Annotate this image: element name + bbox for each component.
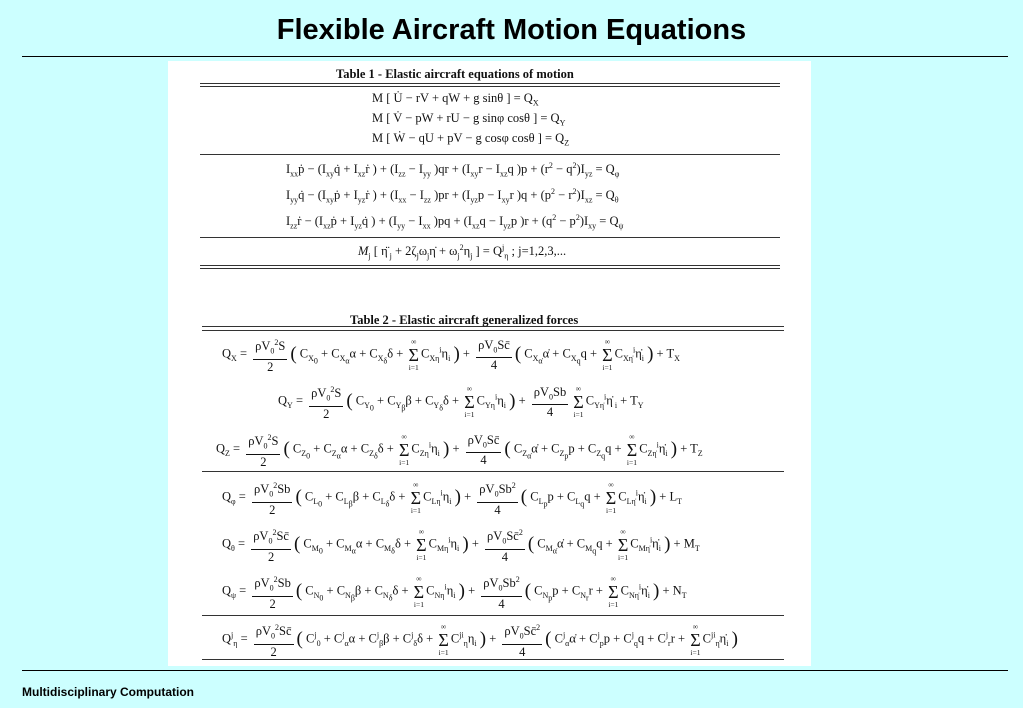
table2-eq-qphi: $Q_\varphi$ = $\frac{\rho V_0^2Sb}{2}$ ( $C_{L_0} + C_{L_\beta}\beta + C_{L_\delta}\delta$ + ∞ Σ i=1 $C_{L\eta}^i\eta_i$ ) + $\frac{\rho V_0Sb^2}{4}$ ( $C_{L_p}p + C_{L_q}q$ + ∞ Σ i=1 $C_{L\etȧ}^i\etȧ_i$ ) + $L_T$ — [222, 479, 682, 517]
table1-mid-rule-2 — [200, 237, 780, 238]
slide-title: Flexible Aircraft Motion Equations — [276, 14, 747, 46]
table2-eq-qy: $Q_Y$ = $\frac{\rho V_0^2S}{2}$ ( $C_{Y_0} + C_{Y_\beta}\beta + C_{Y_\delta}\delta$ + ∞ Σ i=1 $C_{Y\eta}^i\eta_i$ ) + $\frac{\rho V_0Sb}{4}$ ∞ Σ i=1 $C_{Y\etȧ}^i\etȧ$ $_i + T_Y$ — [278, 383, 644, 421]
table2-eq-qx: $Q_X$ = $\frac{\rho V_0^2S}{2}$ ( $C_{X_0} + C_{X_\alpha}\alpha + C_{X_\delta}\delta$ + ∞ Σ i=1 $C_{X\eta}^i\eta_i$ ) + $\frac{\rho V_0Sc̄}{4}$ ( $C_{X_{\alphȧ}}\alphȧ + C_{X_q}q$ + ∞ Σ i=1 $C_{X\etȧ}^i\etȧ_i$ ) + $T_X$ — [222, 336, 680, 374]
table2-eq-qpsi: $Q_\psi$ = $\frac{\rho V_0^2Sb}{2}$ ( $C_{N_0} + C_{N_\beta}\beta + C_{N_\delta}\delta$ + ∞ Σ i=1 $C_{N\eta}^i\eta_i$ ) + $\frac{\rho V_0Sb^2}{4}$ ( $C_{N_p}p + C_{N_r}r$ + ∞ Σ i=1 $C_{N\etȧ}^i\etȧ_i$ ) + $N_T$ — [222, 573, 687, 611]
table1-eq-elastic-modes: $M_j$ [ η̈ $_j + 2\zeta_j\omega_j\etȧ + \omega_j^2\eta_j$ ] = $Q^j_\eta$ ; j=1,2,3,... — [358, 243, 567, 261]
table2-eq-qtheta: $Q_\theta$ = $\frac{\rho V_0^2Sc̄}{2}$ ( $C_{M_0} + C_{M_\alpha}\alpha + C_{M_\delta}\delta$ + ∞ Σ i=1 $C_{M\eta}^i\eta_i$ ) + $\frac{\rho V_0Sc̄^2}{4}$ ( $C_{M_{\alphȧ}}\alphȧ + C_{M_q}q$ + ∞ Σ i=1 $C_{M\etȧ}^i\etȧ_i$ ) + $M_T$ — [222, 526, 700, 564]
table1-top-rule-2 — [200, 86, 780, 87]
table1-bottom-rule-2 — [200, 268, 780, 269]
table1-eq-y-force: M [ V̇ − pW + rU − g sinφ cosθ ] = $Q_Y$ — [372, 111, 566, 128]
table2-mid-rule — [202, 471, 784, 472]
table2-caption: Table 2 - Elastic aircraft generalized forces — [350, 313, 579, 327]
table2-bottom-rule — [202, 659, 784, 660]
table1-bottom-rule — [200, 265, 780, 266]
table2-eq-qeta: $Q^j_\eta$ = $\frac{\rho V_0^2Sc̄}{2}$ ( $C^j_0 + C^j_\alpha\alpha + C^j_\beta\beta + C^j_\delta\delta$ + ∞ Σ i=1 $C^{ji}_\eta\eta_i$ ) + $\frac{\rho V_0Sc̄^2}{4}$ ( $C^j_{\alphȧ}\alphȧ + C^j_pp + C^j_qq + C^j_rr$ + ∞ Σ i=1 $C^{ji}_{\etȧ}\etȧ_i$ ) — [222, 621, 738, 659]
scanned-equations-image — [168, 61, 811, 666]
footer-text: Multidisciplinary Computation — [22, 685, 195, 699]
table1-eq-x-force: M [ U̇ − rV + qW + g sinθ ] = $Q_X$ — [372, 91, 539, 108]
table2-top-rule-2 — [202, 330, 784, 331]
table1-top-rule — [200, 83, 780, 84]
footer-divider — [22, 670, 1008, 671]
table2-mid-rule-2 — [202, 615, 784, 616]
table1-eq-yaw-moment: $I_{zz}ṙ$ − ($I_{xz}ṗ$ + $I_{yz}q̇$ ) + ($I_{yy} - I_{xx}$ )$pq + (I_{xz}q - I_{yz}p$ )$r + (q^2 - p^2)I_{xy} = Q_\psi$ — [286, 213, 624, 231]
table1-eq-z-force: M [ Ẇ − qU + pV − g cosφ cosθ ] = $Q_Z$ — [372, 131, 570, 148]
table1-eq-roll-moment: $I_{xx}ṗ$ − ($I_{xy}q̇$ + $I_{xz}ṙ$ ) + ($I_{zz} - I_{yy}$ )$qr + (I_{xy}r - I_{xz}q$ )$p + (r^2 - q^2)I_{yz} = Q_\varphi$ — [286, 161, 620, 179]
table1-caption: Table 1 - Elastic aircraft equations of motion — [336, 67, 574, 81]
table1-mid-rule — [200, 154, 780, 155]
title-divider — [22, 56, 1008, 57]
table1-eq-pitch-moment: $I_{yy}q̇$ − ($I_{xy}ṗ$ + $I_{yz}ṙ$ ) + ($I_{xx} - I_{zz}$ )$pr + (I_{yz}p - I_{xy}r$ )$q + (p^2 - r^2)I_{xz} = Q_\theta$ — [286, 187, 619, 205]
table2-eq-qz: $Q_Z$ = $\frac{\rho V_0^2S}{2}$ ( $C_{Z_0} + C_{Z_\alpha}\alpha + C_{Z_\delta}\delta$ + ∞ Σ i=1 $C_{Z\eta}^i\eta_i$ ) + $\frac{\rho V_0Sc̄}{4}$ ( $C_{Z_{\alphȧ}}\alphȧ + C_{Z_p}p + C_{Z_q}q$ + ∞ Σ i=1 $C_{Z\etȧ}^i\etȧ_i$ ) + $T_Z$ — [216, 431, 703, 469]
